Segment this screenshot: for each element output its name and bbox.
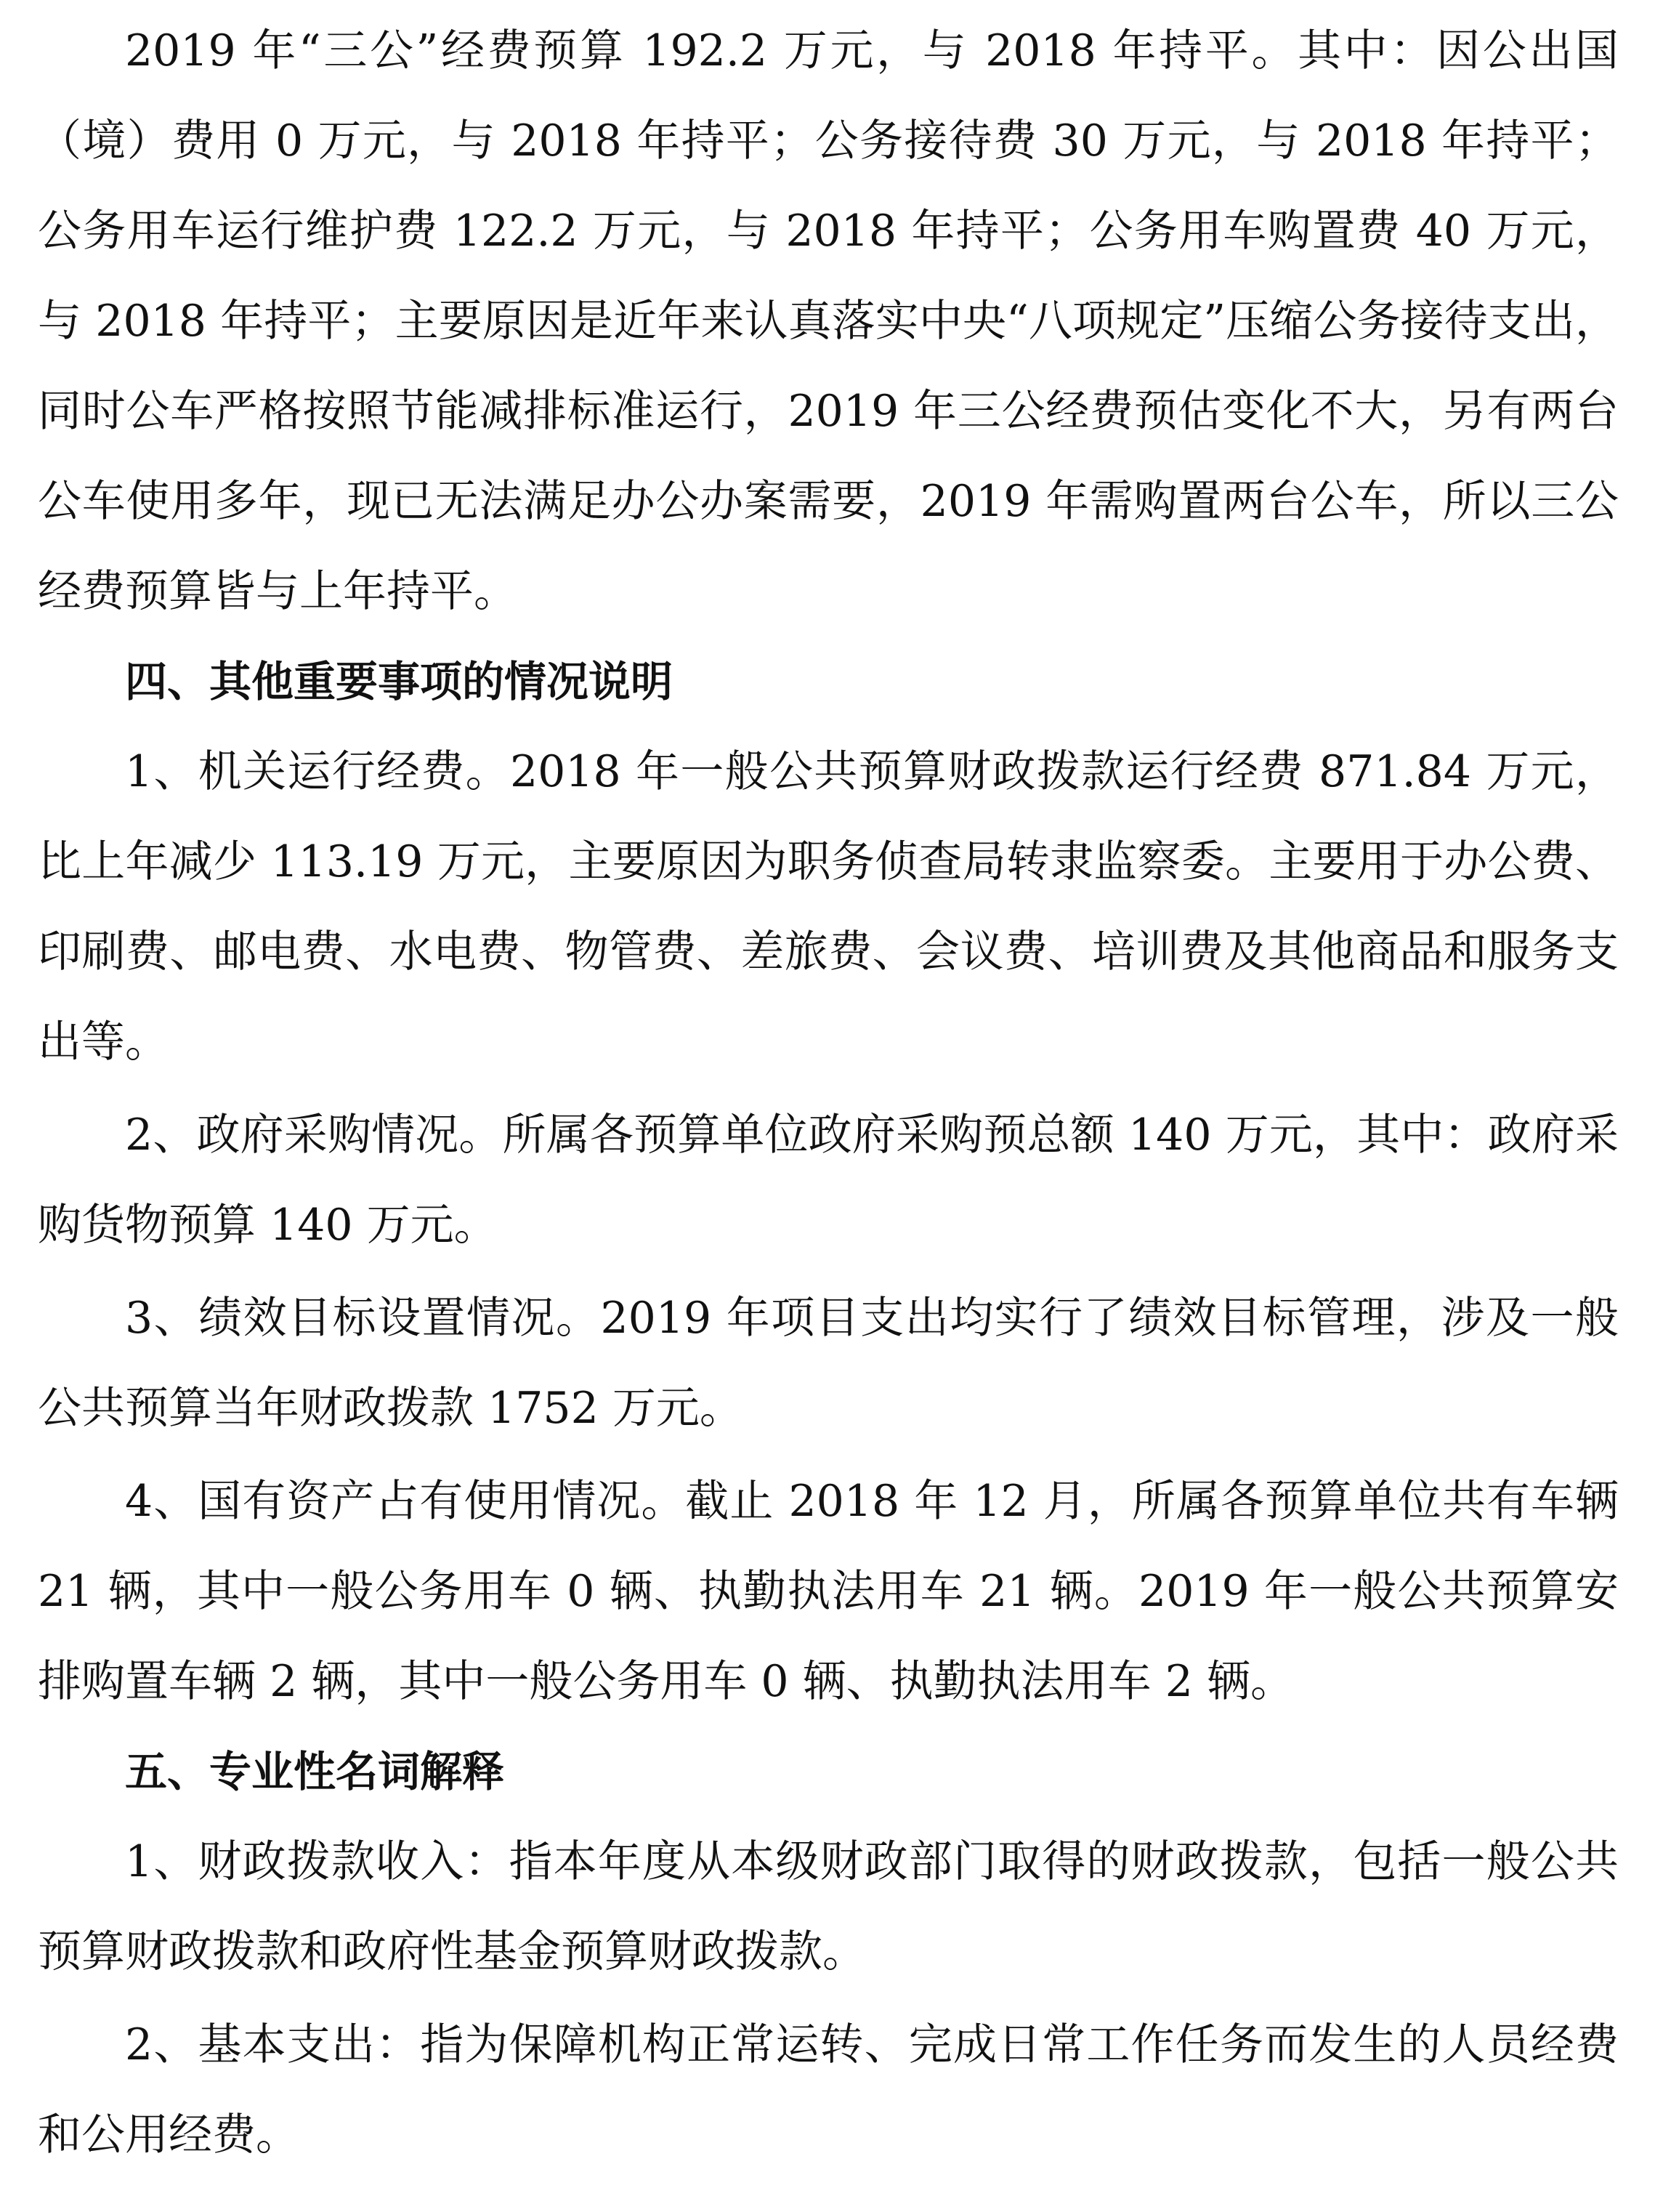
government-procurement-paragraph: 2、政府采购情况。所属各预算单位政府采购预总额 140 万元，其中：政府采购货物预算 140 万元。: [38, 1110, 1619, 1251]
section-4-heading: 四、其他重要事项的情况说明: [125, 657, 673, 706]
basic-expenditure-definition: 2、基本支出：指为保障机构正常运转、完成日常工作任务而发生的人员经费和公用经费。: [38, 2019, 1619, 2160]
three-public-expenses-paragraph: 2019 年“三公”经费预算 192.2 万元，与 2018 年持平。其中：因公出国（境）费用 0 万元，与 2018 年持平；公务接待费 30 万元，与 2018 年持平；公务用车运行维护费 122.2 万元，与 2018 年持平；公务用车购置费 40 万元，与 2018 年持平；主要原因是近年来认真落实中央“八项规定”压缩公务接待支出，同时公车严格按照节能减排标准运行，2019 年三公经费预估变化不大，另有两台公车使用多年，现已无法满足办公办案需要，2019 年需购置两台公车，所以三公经费预算皆与上年持平。: [38, 25, 1619, 617]
operating-funds-paragraph: 1、机关运行经费。2018 年一般公共预算财政拨款运行经费 871.84 万元，比上年减少 113.19 万元，主要原因为职务侦查局转隶监察委。主要用于办公费、印刷费、邮电费、水电费、物管费、差旅费、会议费、培训费及其他商品和服务支出等。: [38, 746, 1619, 1067]
state-assets-paragraph: 4、国有资产占有使用情况。截止 2018 年 12 月，所属各预算单位共有车辆 21 辆，其中一般公务用车 0 辆、执勤执法用车 21 辆。2019 年一般公共预算安排购置车辆 2 辆，其中一般公务用车 0 辆、执勤执法用车 2 辆。: [38, 1476, 1619, 1707]
document-page: [38, 6, 1619, 2180]
section-5-heading: 五、专业性名词解释: [125, 1747, 505, 1796]
fiscal-appropriation-definition: 1、财政拨款收入：指本年度从本级财政部门取得的财政拨款，包括一般公共预算财政拨款和政府性基金预算财政拨款。: [38, 1836, 1619, 1977]
performance-targets-paragraph: 3、绩效目标设置情况。2019 年项目支出均实行了绩效目标管理，涉及一般公共预算当年财政拨款 1752 万元。: [38, 1293, 1619, 1434]
